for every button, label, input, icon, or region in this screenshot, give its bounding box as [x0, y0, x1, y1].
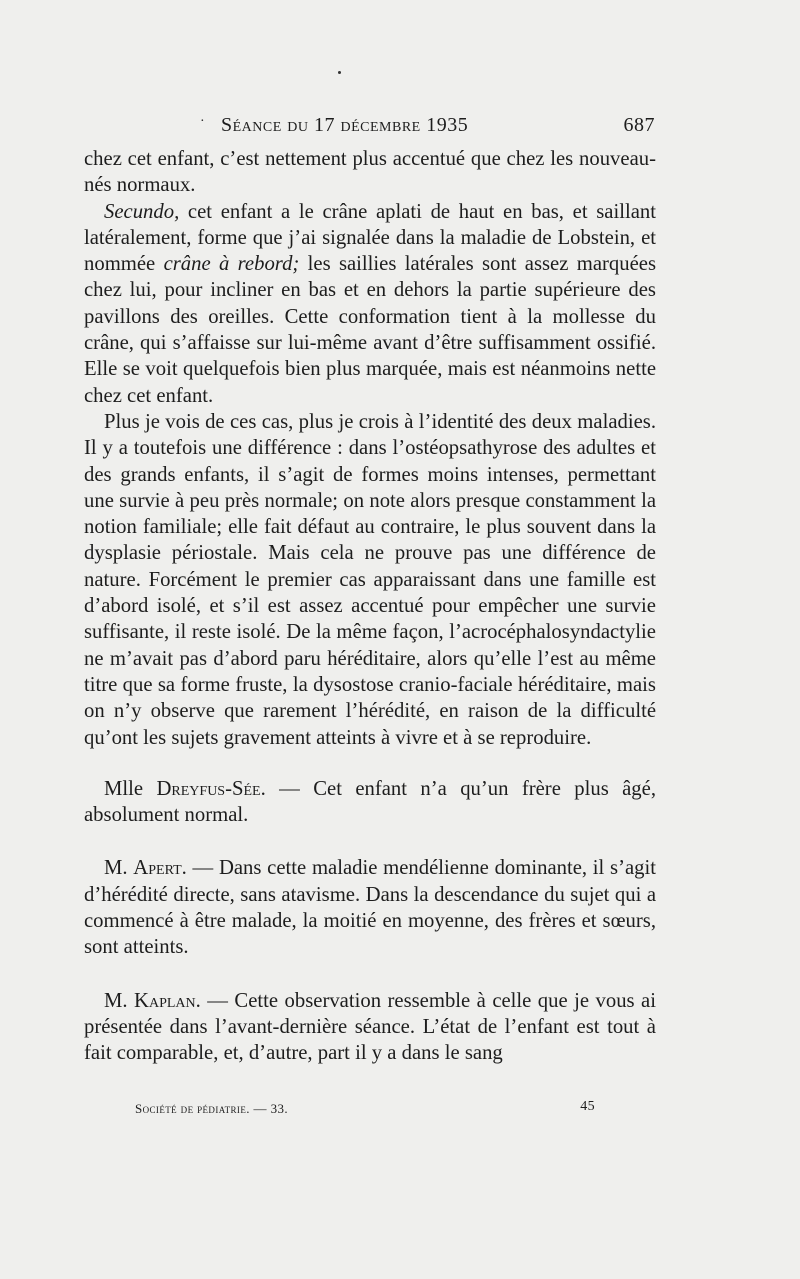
- page-footer: [135, 1097, 595, 1121]
- speaker-text: — Cette observation ressemble à celle que je vous ai présentée dans l’avant-dernière séance. L’état de l’enfant est tout à fait comparable, et, d’autre, part il y a dans le sang: [84, 989, 656, 1065]
- speaker-remark-apert: [84, 855, 656, 960]
- paragraph-identity: Plus je vois de ces cas, plus je crois à l’identité des deux maladies. Il y a toutefois une différence : dans l’ostéopsathyrose des adultes et des grands enfants, il s’agit de formes moins intenses, permettant une survie à peu près normale; on note alors presque constamment la notion familiale; elle fait défaut au contraire, le plus souvent dans la dysplasie périostale. Mais cela ne prouve pas une différence de nature. Forcément le premier cas apparaissant dans une famille est d’abord isolé, et s’il est assez accentué pour empêcher une survie suffisante, il reste isolé. De la même façon, l’acrocéphalosyndactylie ne m’avait pas d’abord paru héréditaire, alors qu’elle l’est au même titre que sa forme fruste, la dysostose cranio-faciale héréditaire, mais on n’y observe que rarement l’hérédité, en raison de la difficulté qu’ont les sujets gravement atteints à vivre et à se reproduire.: [84, 410, 656, 749]
- speaker-name: Apert.: [133, 857, 187, 880]
- print-mark: [338, 71, 341, 74]
- speaker-title: M.: [104, 989, 135, 1012]
- speaker-remark-dreyfus-see: [84, 776, 656, 829]
- italic-secundo: Secundo,: [104, 200, 180, 223]
- paragraph-secundo: [84, 199, 656, 409]
- speaker-name: Kaplan.: [134, 989, 201, 1012]
- header-bullet: ·: [200, 114, 206, 129]
- speaker-text: — Dans cette maladie mendélienne dominante, il s’agit d’hérédité directe, sans atavisme. Dans la descendance du sujet qui a commencé à être malade, la moitié en moyenne, des frères et sœurs, sont atteints.: [84, 857, 656, 959]
- footer-signature: Société de pédiatrie. — 33.: [135, 1101, 289, 1116]
- paragraph-continued: chez cet enfant, c’est nettement plus accentué que chez les nouveau-nés normaux.: [84, 148, 656, 197]
- footer-sheet-number: 45: [580, 1099, 595, 1114]
- speaker-text: — Cet enfant n’a qu’un frère plus âgé, absolument normal.: [84, 777, 657, 827]
- paragraph-secundo-text-a: cet enfant a le crâne aplati de haut en bas, et saillant latéralement, forme que j’ai signalée dans la maladie de Lobstein, et nommée: [84, 200, 656, 276]
- running-head: [200, 110, 655, 140]
- header-title: Séance du 17 décembre 1935: [221, 114, 469, 136]
- speaker-title: M.: [104, 857, 134, 880]
- speaker-remark-kaplan: [84, 988, 656, 1067]
- speaker-title: Mlle: [104, 777, 157, 800]
- body-text: [84, 146, 656, 1067]
- paragraph-secundo-text-b: les saillies latérales sont assez marquées chez lui, pour incliner en bas et en dehors la partie supérieure des pavillons des oreilles. Cette conformation tient à la mollesse du crâne, qui s’affaisse sur lui-même avant d’être suffisamment ossifié. Elle se voit quelquefois bien plus marquée, mais est néanmoins nette chez cet enfant.: [84, 253, 656, 407]
- page-number: 687: [623, 114, 655, 136]
- speaker-name: Dreyfus-Sée.: [156, 777, 266, 800]
- italic-crane-a-rebord: crâne à rebord;: [163, 253, 300, 276]
